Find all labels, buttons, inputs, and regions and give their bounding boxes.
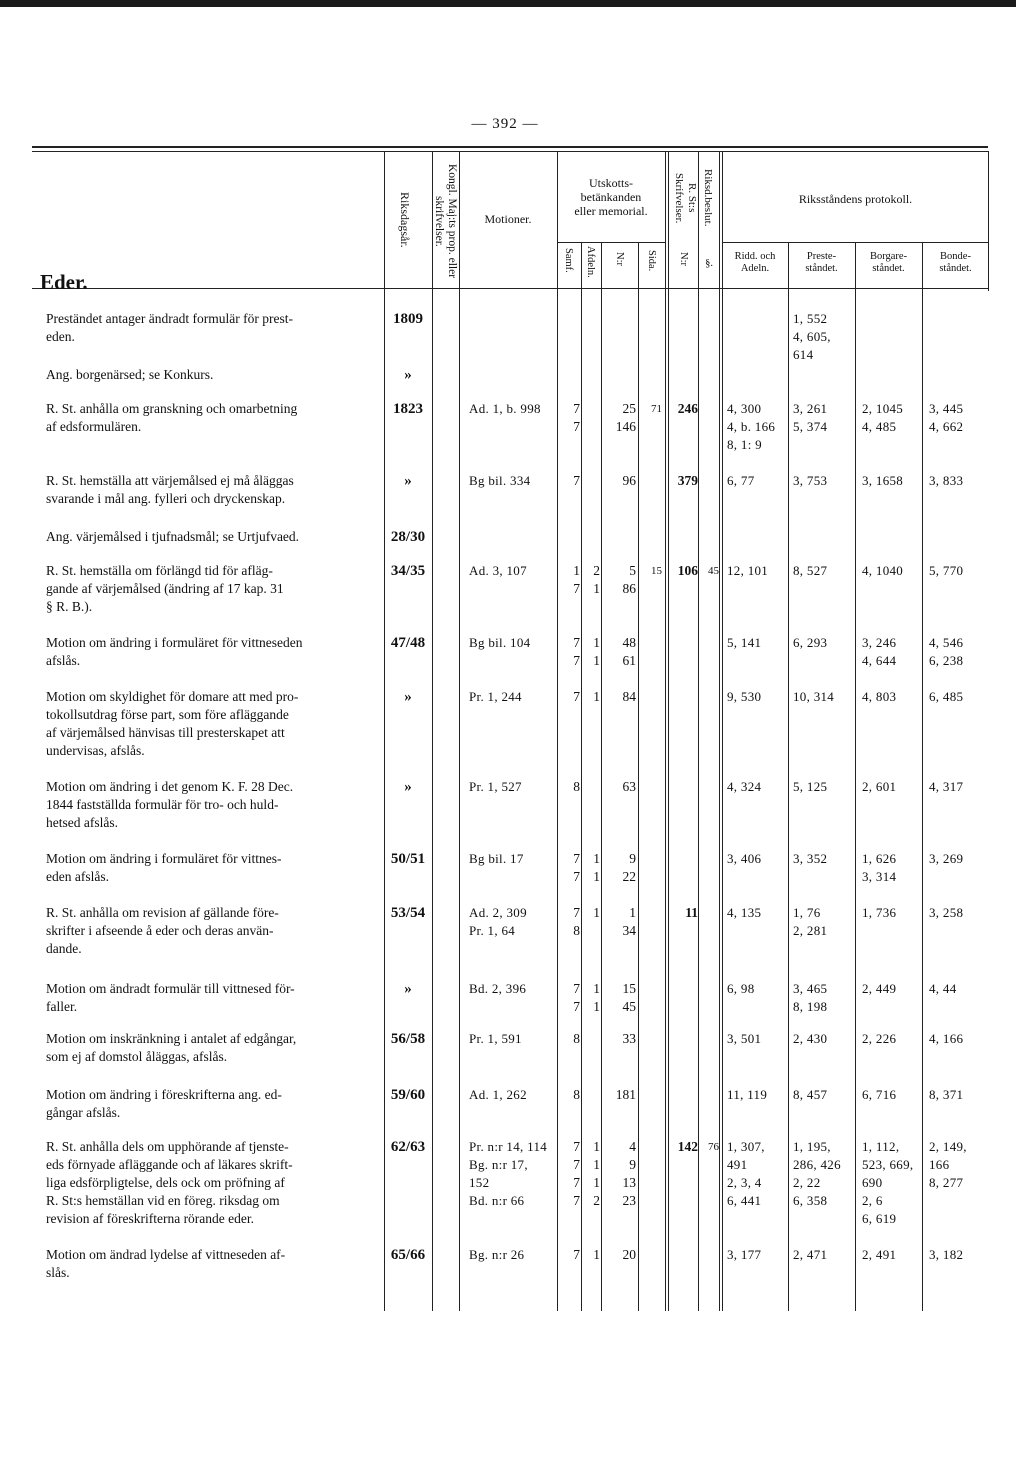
cell-bonde: 4, 317 (929, 779, 964, 794)
cell-preste: 10, 314 (793, 689, 835, 704)
cell-year: » (404, 779, 412, 795)
col-line (668, 151, 669, 1311)
cell-skr: 379 (677, 473, 698, 488)
cell-ridd: 11, 119 (727, 1087, 768, 1102)
cell-year: 1809 (393, 311, 423, 327)
cell-sida: 15 (651, 565, 662, 577)
cell-year: 53/54 (390, 905, 426, 921)
col-line (601, 242, 602, 1311)
cell-afd: 1 1 (593, 851, 600, 884)
cell-ridd: 4, 324 (727, 779, 762, 794)
cell-borg: 2, 226 (862, 1031, 897, 1046)
cell-bonde: 8, 371 (929, 1087, 964, 1102)
cell-preste: 1, 76 2, 281 (793, 905, 828, 938)
cell-mot: Ad. 3, 107 (469, 563, 527, 578)
cell-preste: 1, 552 4, 605, 614 (793, 311, 831, 362)
cell-preste: 8, 457 (793, 1087, 828, 1102)
cell-desc: Motion om ändring i det genom K. F. 28 Dec. 1844 fastställda formulär för tro- och huld- hetsed afslås. (46, 779, 294, 830)
cell-borg: 6, 716 (862, 1087, 897, 1102)
cell-year: 34/35 (390, 563, 426, 579)
cell-bonde: 2, 149, 166 8, 277 (929, 1139, 967, 1190)
cell-desc: Ang. borgenärsed; se Konkurs. (46, 367, 214, 382)
cell-mot: Bg bil. 104 (469, 635, 531, 650)
cell-mot: Pr. 1, 244 (469, 689, 522, 704)
header-riksdagsar: Riksdagsår. (398, 192, 412, 248)
cell-desc: Motion om ändring i formuläret för vittneseden afslås. (46, 635, 303, 668)
header-bonde: Bonde- ståndet. (939, 251, 972, 274)
header-rst-nr: N:r (678, 252, 689, 266)
col-line (855, 242, 856, 1311)
cell-afd: 1 (593, 905, 600, 920)
cell-nr: 33 (622, 1031, 636, 1046)
cell-afd: 1 1 (593, 635, 600, 668)
cell-nr: 84 (622, 689, 636, 704)
col-line (988, 151, 989, 291)
cell-desc: Motion om ändradt formulär till vittnesed för- faller. (46, 981, 295, 1014)
cell-bes: 45 (708, 565, 719, 577)
cell-samf: 7 (573, 1247, 580, 1262)
cell-samf: 7 8 (573, 905, 580, 938)
cell-ridd: 1, 307, 491 2, 3, 4 6, 441 (727, 1139, 765, 1208)
cell-samf: 8 (573, 1087, 580, 1102)
cell-bonde: 3, 445 4, 662 (929, 401, 964, 434)
col-line (557, 151, 558, 1311)
cell-samf: 8 (573, 779, 580, 794)
cell-bonde: 4, 546 6, 238 (929, 635, 964, 668)
header-preste: Preste- ståndet. (805, 251, 838, 274)
cell-mot: Bg bil. 17 (469, 851, 524, 866)
cell-preste: 3, 753 (793, 473, 828, 488)
header-rst-skrifvelser: R. St:s Skrifvelser. (673, 172, 698, 224)
cell-ridd: 5, 141 (727, 635, 762, 650)
cell-desc: Motion om skyldighet för domare att med pro- tokollsutdrag förse part, som före afläggande af värjemålsed hänvisas till presterskapet att undervisas, afslås. (46, 689, 299, 758)
cell-mot: Bd. 2, 396 (469, 981, 527, 996)
cell-bonde: 3, 182 (929, 1247, 964, 1262)
cell-preste: 5, 125 (793, 779, 828, 794)
cell-desc: R. St. anhålla om revision af gällande före- skrifter i afseende å eder och deras använ- dande. (46, 905, 279, 956)
cell-ridd: 3, 177 (727, 1247, 762, 1262)
cell-borg: 2, 601 (862, 779, 897, 794)
header-bottom-rule (32, 288, 988, 289)
cell-bonde: 3, 258 (929, 905, 964, 920)
cell-mot: Pr. n:r 14, 114 Bg. n:r 17, 152 Bd. n:r 66 (469, 1139, 548, 1208)
cell-borg: 4, 803 (862, 689, 897, 704)
cell-samf: 7 7 (573, 851, 580, 884)
header-borgare: Borgare- ståndet. (869, 251, 908, 274)
cell-preste: 2, 471 (793, 1247, 828, 1262)
header-nr: N:r (614, 252, 625, 266)
cell-nr: 4 9 13 23 (622, 1139, 636, 1208)
cell-samf: 7 7 7 7 (573, 1139, 580, 1208)
section-title: Eder. (40, 270, 88, 294)
cell-nr: 1 34 (622, 905, 636, 938)
cell-mot: Bg. n:r 26 (469, 1247, 525, 1262)
cell-desc: R. St. hemställa att värjemålsed ej må åläggas svarande i mål ang. fylleri och dryckenskap. (46, 473, 294, 506)
cell-preste: 3, 352 (793, 851, 828, 866)
cell-borg: 1, 626 3, 314 (862, 851, 897, 884)
cell-desc: R. St. anhålla dels om upphörande af tjenste- eds förnyade afläggande och af läkares skrift- liga edsförpligtelse, dels ock om pröfning af R. St:s hemställan vid en föreg. riksdag om revision af föreskrifterna rörande eder. (46, 1139, 293, 1226)
cell-ridd: 4, 300 4, b. 166 8, 1: 9 (727, 401, 776, 452)
header-motioner: Motioner. (484, 212, 532, 226)
col-line (665, 151, 666, 1311)
cell-year: » (404, 473, 412, 489)
cell-desc: Preständet antager ändradt formulär för prest- eden. (46, 311, 294, 344)
cell-borg: 2, 1045 4, 485 (862, 401, 904, 434)
cell-samf: 7 7 (573, 635, 580, 668)
cell-desc: Ang. värjemålsed i tjufnadsmål; se Urtjufvaed. (46, 529, 300, 544)
header-utskotts: Utskotts- betänkanden eller memorial. (574, 176, 648, 218)
cell-year: 47/48 (390, 635, 426, 651)
cell-preste: 8, 527 (793, 563, 828, 578)
cell-nr: 25 146 (615, 401, 636, 434)
header-afdeln: Afdeln. (585, 246, 596, 278)
cell-borg: 1, 112, 523, 669, 690 2, 6 6, 619 (862, 1139, 914, 1226)
cell-skr: 106 (677, 563, 698, 578)
cell-preste: 2, 430 (793, 1031, 828, 1046)
cell-year: 56/58 (390, 1031, 426, 1047)
cell-mot: Ad. 2, 309 Pr. 1, 64 (469, 905, 527, 938)
col-line (722, 151, 723, 1311)
cell-ridd: 3, 406 (727, 851, 762, 866)
cell-sida: 71 (651, 403, 662, 415)
cell-desc: Motion om ändring i formuläret för vittnes- eden afslås. (46, 851, 282, 884)
cell-afd: 2 1 (593, 563, 600, 596)
cell-mot: Ad. 1, b. 998 (469, 401, 541, 416)
cell-year: 65/66 (390, 1247, 426, 1263)
utskott-sub-rule (557, 242, 665, 243)
col-line (459, 151, 460, 1311)
cell-ridd: 4, 135 (727, 905, 762, 920)
cell-bonde: 3, 269 (929, 851, 964, 866)
cell-bonde: 3, 833 (929, 473, 964, 488)
cell-year: 50/51 (390, 851, 426, 867)
col-line (432, 151, 433, 1311)
cell-samf: 7 (573, 473, 580, 488)
col-line (788, 242, 789, 1311)
cell-skr: 142 (677, 1139, 698, 1154)
cell-nr: 5 86 (622, 563, 636, 596)
cell-preste: 3, 261 5, 374 (793, 401, 828, 434)
cell-skr: 11 (685, 905, 698, 920)
cell-ridd: 12, 101 (727, 563, 769, 578)
cell-borg: 2, 449 (862, 981, 897, 996)
cell-samf: 7 7 (573, 981, 580, 1014)
cell-afd: 1 (593, 1247, 600, 1262)
cell-preste: 3, 465 8, 198 (793, 981, 828, 1014)
header-paragraf: §. (705, 258, 713, 269)
cell-nr: 9 22 (622, 851, 636, 884)
cell-mot: Pr. 1, 527 (469, 779, 522, 794)
cell-bonde: 6, 485 (929, 689, 964, 704)
cell-skr: 246 (677, 401, 698, 416)
top-border (0, 0, 1016, 7)
cell-desc: R. St. anhålla om granskning och omarbetning af edsformulären. (46, 401, 298, 434)
cell-ridd: 6, 98 (727, 981, 755, 996)
cell-bonde: 5, 770 (929, 563, 964, 578)
cell-year: » (404, 981, 412, 997)
header-riksd-beslut: Riksd.beslut. (702, 169, 714, 227)
cell-samf: 1 7 (573, 563, 580, 596)
cell-nr: 181 (615, 1087, 636, 1102)
cell-afd: 1 1 (593, 981, 600, 1014)
cell-borg: 2, 491 (862, 1247, 897, 1262)
cell-mot: Bg bil. 334 (469, 473, 531, 488)
cell-preste: 6, 293 (793, 635, 828, 650)
cell-ridd: 3, 501 (727, 1031, 762, 1046)
header-ridd: Ridd. och Adeln. (734, 251, 776, 274)
cell-samf: 7 7 (573, 401, 580, 434)
col-line (719, 151, 720, 1311)
cell-preste: 1, 195, 286, 426 2, 22 6, 358 (793, 1139, 841, 1208)
header-protokoll: Riksståndens protokoll. (798, 192, 913, 206)
cell-desc: Motion om ändring i föreskrifterna ang. ed- gångar afslås. (46, 1087, 282, 1120)
cell-ridd: 6, 77 (727, 473, 755, 488)
col-line (698, 151, 699, 1311)
cell-bes: 76 (708, 1141, 719, 1153)
cell-year: 62/63 (390, 1139, 426, 1155)
cell-desc: Motion om ändrad lydelse af vittneseden af- slås. (46, 1247, 286, 1280)
cell-nr: 96 (622, 473, 636, 488)
cell-samf: 8 (573, 1031, 580, 1046)
header-samf: Samf. (563, 248, 574, 273)
cell-bonde: 4, 44 (929, 981, 957, 996)
cell-borg: 1, 736 (862, 905, 897, 920)
cell-year: 28/30 (390, 529, 426, 545)
cell-ridd: 9, 530 (727, 689, 762, 704)
cell-nr: 48 61 (622, 635, 636, 668)
cell-year: » (404, 689, 412, 705)
cell-bonde: 4, 166 (929, 1031, 964, 1046)
cell-year: 1823 (393, 401, 423, 417)
cell-desc: Motion om inskränkning i antalet af edgångar, som ej af domstol åläggas, afslås. (46, 1031, 297, 1064)
cell-borg: 4, 1040 (862, 563, 904, 578)
cell-afd: 1 1 1 2 (593, 1139, 600, 1208)
cell-nr: 15 45 (622, 981, 636, 1014)
cell-mot: Pr. 1, 591 (469, 1031, 522, 1046)
cell-year: » (404, 367, 412, 383)
page-number: — 392 — (471, 116, 539, 132)
cell-afd: 1 (593, 689, 600, 704)
cell-samf: 7 (573, 689, 580, 704)
cell-nr: 20 (622, 1247, 636, 1262)
header-sida: Sida. (646, 250, 657, 272)
table-top-rule-2 (32, 151, 988, 152)
cell-borg: 3, 246 4, 644 (862, 635, 897, 668)
table-top-rule (32, 146, 988, 148)
cell-nr: 63 (622, 779, 636, 794)
cell-desc: R. St. hemställa om förlängd tid för afläg- gande af värjemålsed (ändring af 17 kap. 31 § R. B.). (46, 563, 284, 614)
header-kongl: Kongl. Maj:ts prop. eller skrifvelser. (433, 163, 458, 279)
cell-borg: 3, 1658 (862, 473, 904, 488)
cell-year: 59/60 (390, 1087, 426, 1103)
cell-mot: Ad. 1, 262 (469, 1087, 527, 1102)
